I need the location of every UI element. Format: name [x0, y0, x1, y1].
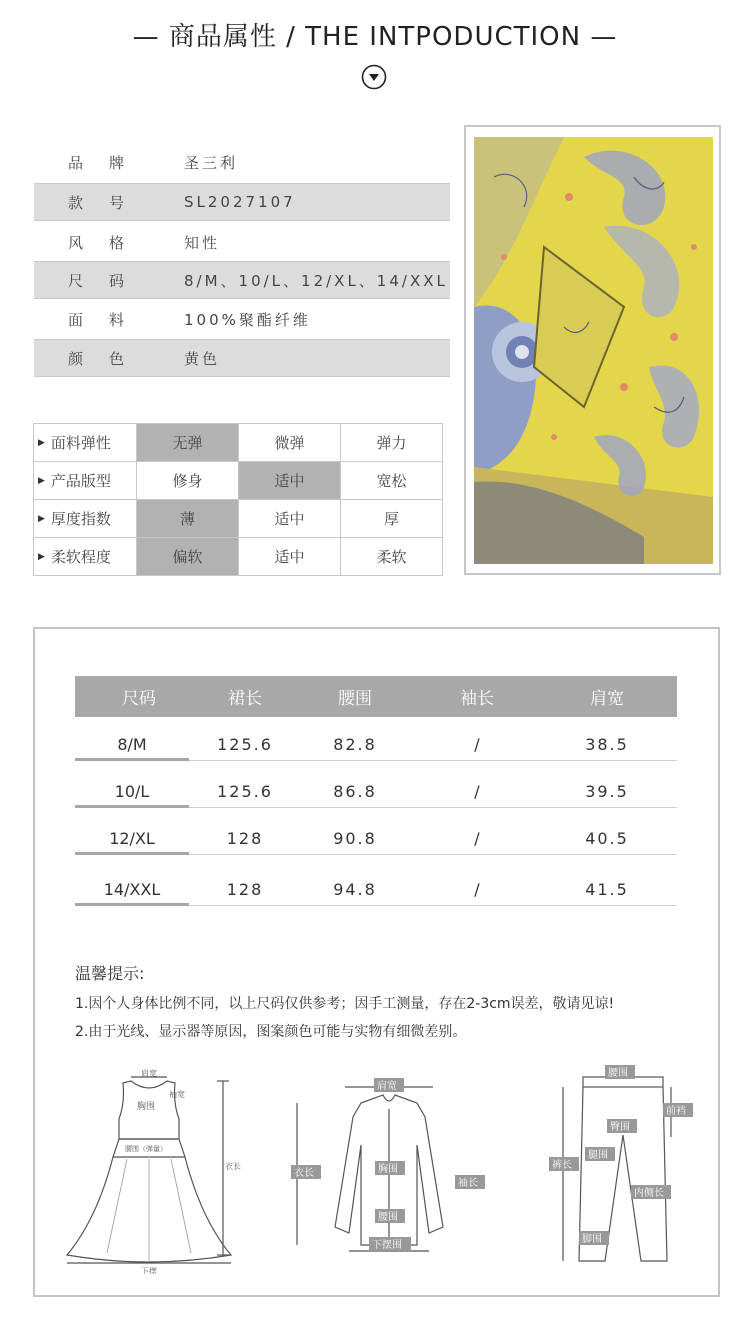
- table-row: [75, 825, 677, 855]
- tip-line: 2.由于光线、显示器等原因，图案颜色可能与实物有细微差别。: [75, 1024, 467, 1040]
- pants-length-label: 裤长: [552, 1160, 572, 1171]
- grid-option: 修身: [136, 461, 239, 500]
- dress-hem-label: 下摆: [141, 1267, 157, 1274]
- attribute-label: 颜色: [68, 349, 151, 368]
- attribute-row-color: [34, 339, 450, 377]
- length-cell: 128: [226, 880, 264, 899]
- waist-cell: 90.8: [333, 829, 377, 848]
- attribute-value: 圣三利: [184, 153, 239, 172]
- attribute-label: 面料: [68, 310, 151, 329]
- triangle-right-icon: ▶: [38, 475, 45, 486]
- grid-option: 弹力: [340, 423, 443, 462]
- row-divider: [75, 758, 189, 761]
- attribute-value: 黄色: [184, 349, 221, 368]
- row-divider: [189, 905, 677, 906]
- grid-option: 柔软: [340, 537, 443, 576]
- shirt-length-label: 衣长: [294, 1168, 314, 1179]
- waist-cell: 86.8: [333, 782, 377, 801]
- attribute-row-size: [34, 261, 450, 299]
- attribute-row-style: [34, 223, 450, 261]
- chevron-down-circle-icon: [361, 64, 387, 90]
- dress-sleeve-label: 袖宽: [169, 1090, 185, 1099]
- grid-row-label: ▶ 面料弹性: [33, 423, 137, 462]
- waist-cell: 94.8: [333, 880, 377, 899]
- section-title: — 商品属性 / THE INTPODUCTION —: [132, 22, 618, 52]
- dress-bust-label: 胸围: [137, 1102, 156, 1112]
- size-cell: 12/XL: [109, 829, 155, 848]
- header-cell: 尺码: [122, 689, 156, 709]
- table-row: [75, 876, 677, 906]
- row-divider: [75, 903, 189, 906]
- row-divider: [75, 852, 189, 855]
- triangle-right-icon: ▶: [38, 437, 45, 448]
- shirt-hem-label: 下摆围: [372, 1240, 402, 1251]
- size-cell: 8/M: [117, 735, 147, 754]
- row-divider: [189, 807, 677, 808]
- length-cell: 125.6: [217, 735, 273, 754]
- shirt-shoulder-label: 肩宽: [377, 1081, 397, 1092]
- attribute-value: 100%聚酯纤维: [184, 310, 311, 329]
- shoulder-cell: 41.5: [585, 880, 629, 899]
- shirt-waist-label: 腰围: [378, 1212, 398, 1223]
- fabric-photo-frame: [464, 125, 721, 575]
- attribute-value: 8/M、10/L、12/XL、14/XXL: [184, 271, 448, 290]
- shirt-bust-label: 胸围: [378, 1164, 398, 1175]
- attribute-row-model: [34, 183, 450, 221]
- pants-measurement-diagram: [547, 1065, 697, 1270]
- header-cell: 裙长: [228, 689, 262, 709]
- attribute-row-brand: [34, 143, 450, 181]
- header-cell: 肩宽: [590, 689, 624, 709]
- attribute-value: 知性: [184, 233, 221, 252]
- dress-length-label: 衣长: [225, 1162, 241, 1171]
- grid-row-fit: [33, 461, 445, 499]
- grid-row-softness: [33, 537, 445, 575]
- grid-row-thickness: [33, 499, 445, 537]
- sleeve-cell: /: [474, 829, 480, 848]
- grid-option: 适中: [238, 499, 341, 538]
- shoulder-cell: 39.5: [585, 782, 629, 801]
- sleeve-cell: /: [474, 880, 480, 899]
- shirt-sleeve-label: 袖长: [458, 1178, 478, 1189]
- triangle-right-icon: ▶: [38, 513, 45, 524]
- pants-hip-label: 臀围: [610, 1122, 630, 1133]
- dress-measurement-diagram: [57, 1069, 242, 1274]
- size-chart-panel: [33, 627, 720, 1297]
- attribute-label: 尺码: [68, 271, 151, 290]
- header-cell: 腰围: [338, 689, 372, 709]
- attribute-label: 品牌: [68, 153, 151, 172]
- shoulder-cell: 40.5: [585, 829, 629, 848]
- grid-option-selected: 薄: [136, 499, 239, 538]
- pants-hem-label: 脚围: [582, 1234, 602, 1245]
- attribute-label: 风格: [68, 233, 151, 252]
- sleeve-cell: /: [474, 735, 480, 754]
- grid-option: 宽松: [340, 461, 443, 500]
- dress-waist-label: 腰围（弹量）: [125, 1145, 167, 1153]
- pants-thigh-label: 腿围: [588, 1150, 608, 1161]
- size-cell: 14/XXL: [103, 880, 161, 899]
- header-cell: 袖长: [460, 689, 494, 709]
- grid-row-label: ▶ 产品版型: [33, 461, 137, 500]
- size-table-header: [75, 676, 677, 717]
- tips-title: 温馨提示:: [75, 964, 145, 983]
- tip-line: 1.因个人身体比例不同，以上尺码仅供参考；因手工测量，存在2-3cm误差，敬请见谅!: [75, 996, 615, 1012]
- waist-cell: 82.8: [333, 735, 377, 754]
- length-cell: 125.6: [217, 782, 273, 801]
- pants-inseam-label: 内侧长: [634, 1188, 664, 1199]
- row-divider: [75, 805, 189, 808]
- length-cell: 128: [226, 829, 264, 848]
- grid-row-elasticity: [33, 423, 445, 461]
- attribute-row-fabric: [34, 300, 450, 338]
- attribute-value: SL2027107: [184, 193, 296, 211]
- grid-option-selected: 适中: [238, 461, 341, 500]
- attribute-label: 款号: [68, 193, 151, 212]
- size-cell: 10/L: [114, 782, 150, 801]
- grid-option-selected: 无弹: [136, 423, 239, 462]
- shirt-measurement-diagram: [289, 1077, 489, 1267]
- grid-option: 微弹: [238, 423, 341, 462]
- row-divider: [189, 854, 677, 855]
- fabric-photo: [474, 137, 713, 564]
- shoulder-cell: 38.5: [585, 735, 629, 754]
- grid-option: 厚: [340, 499, 443, 538]
- grid-row-label: ▶ 厚度指数: [33, 499, 137, 538]
- table-row: [75, 731, 677, 761]
- grid-option: 适中: [238, 537, 341, 576]
- pants-waist-label: 腰围: [608, 1068, 628, 1079]
- dress-shoulder-label: 肩宽: [141, 1069, 157, 1078]
- grid-option-selected: 偏软: [136, 537, 239, 576]
- row-divider: [189, 760, 677, 761]
- grid-row-label: ▶ 柔软程度: [33, 537, 137, 576]
- pants-rise-label: 前裆: [666, 1106, 686, 1117]
- table-row: [75, 778, 677, 808]
- fabric-property-grid: [33, 423, 445, 575]
- sleeve-cell: /: [474, 782, 480, 801]
- triangle-right-icon: ▶: [38, 551, 45, 562]
